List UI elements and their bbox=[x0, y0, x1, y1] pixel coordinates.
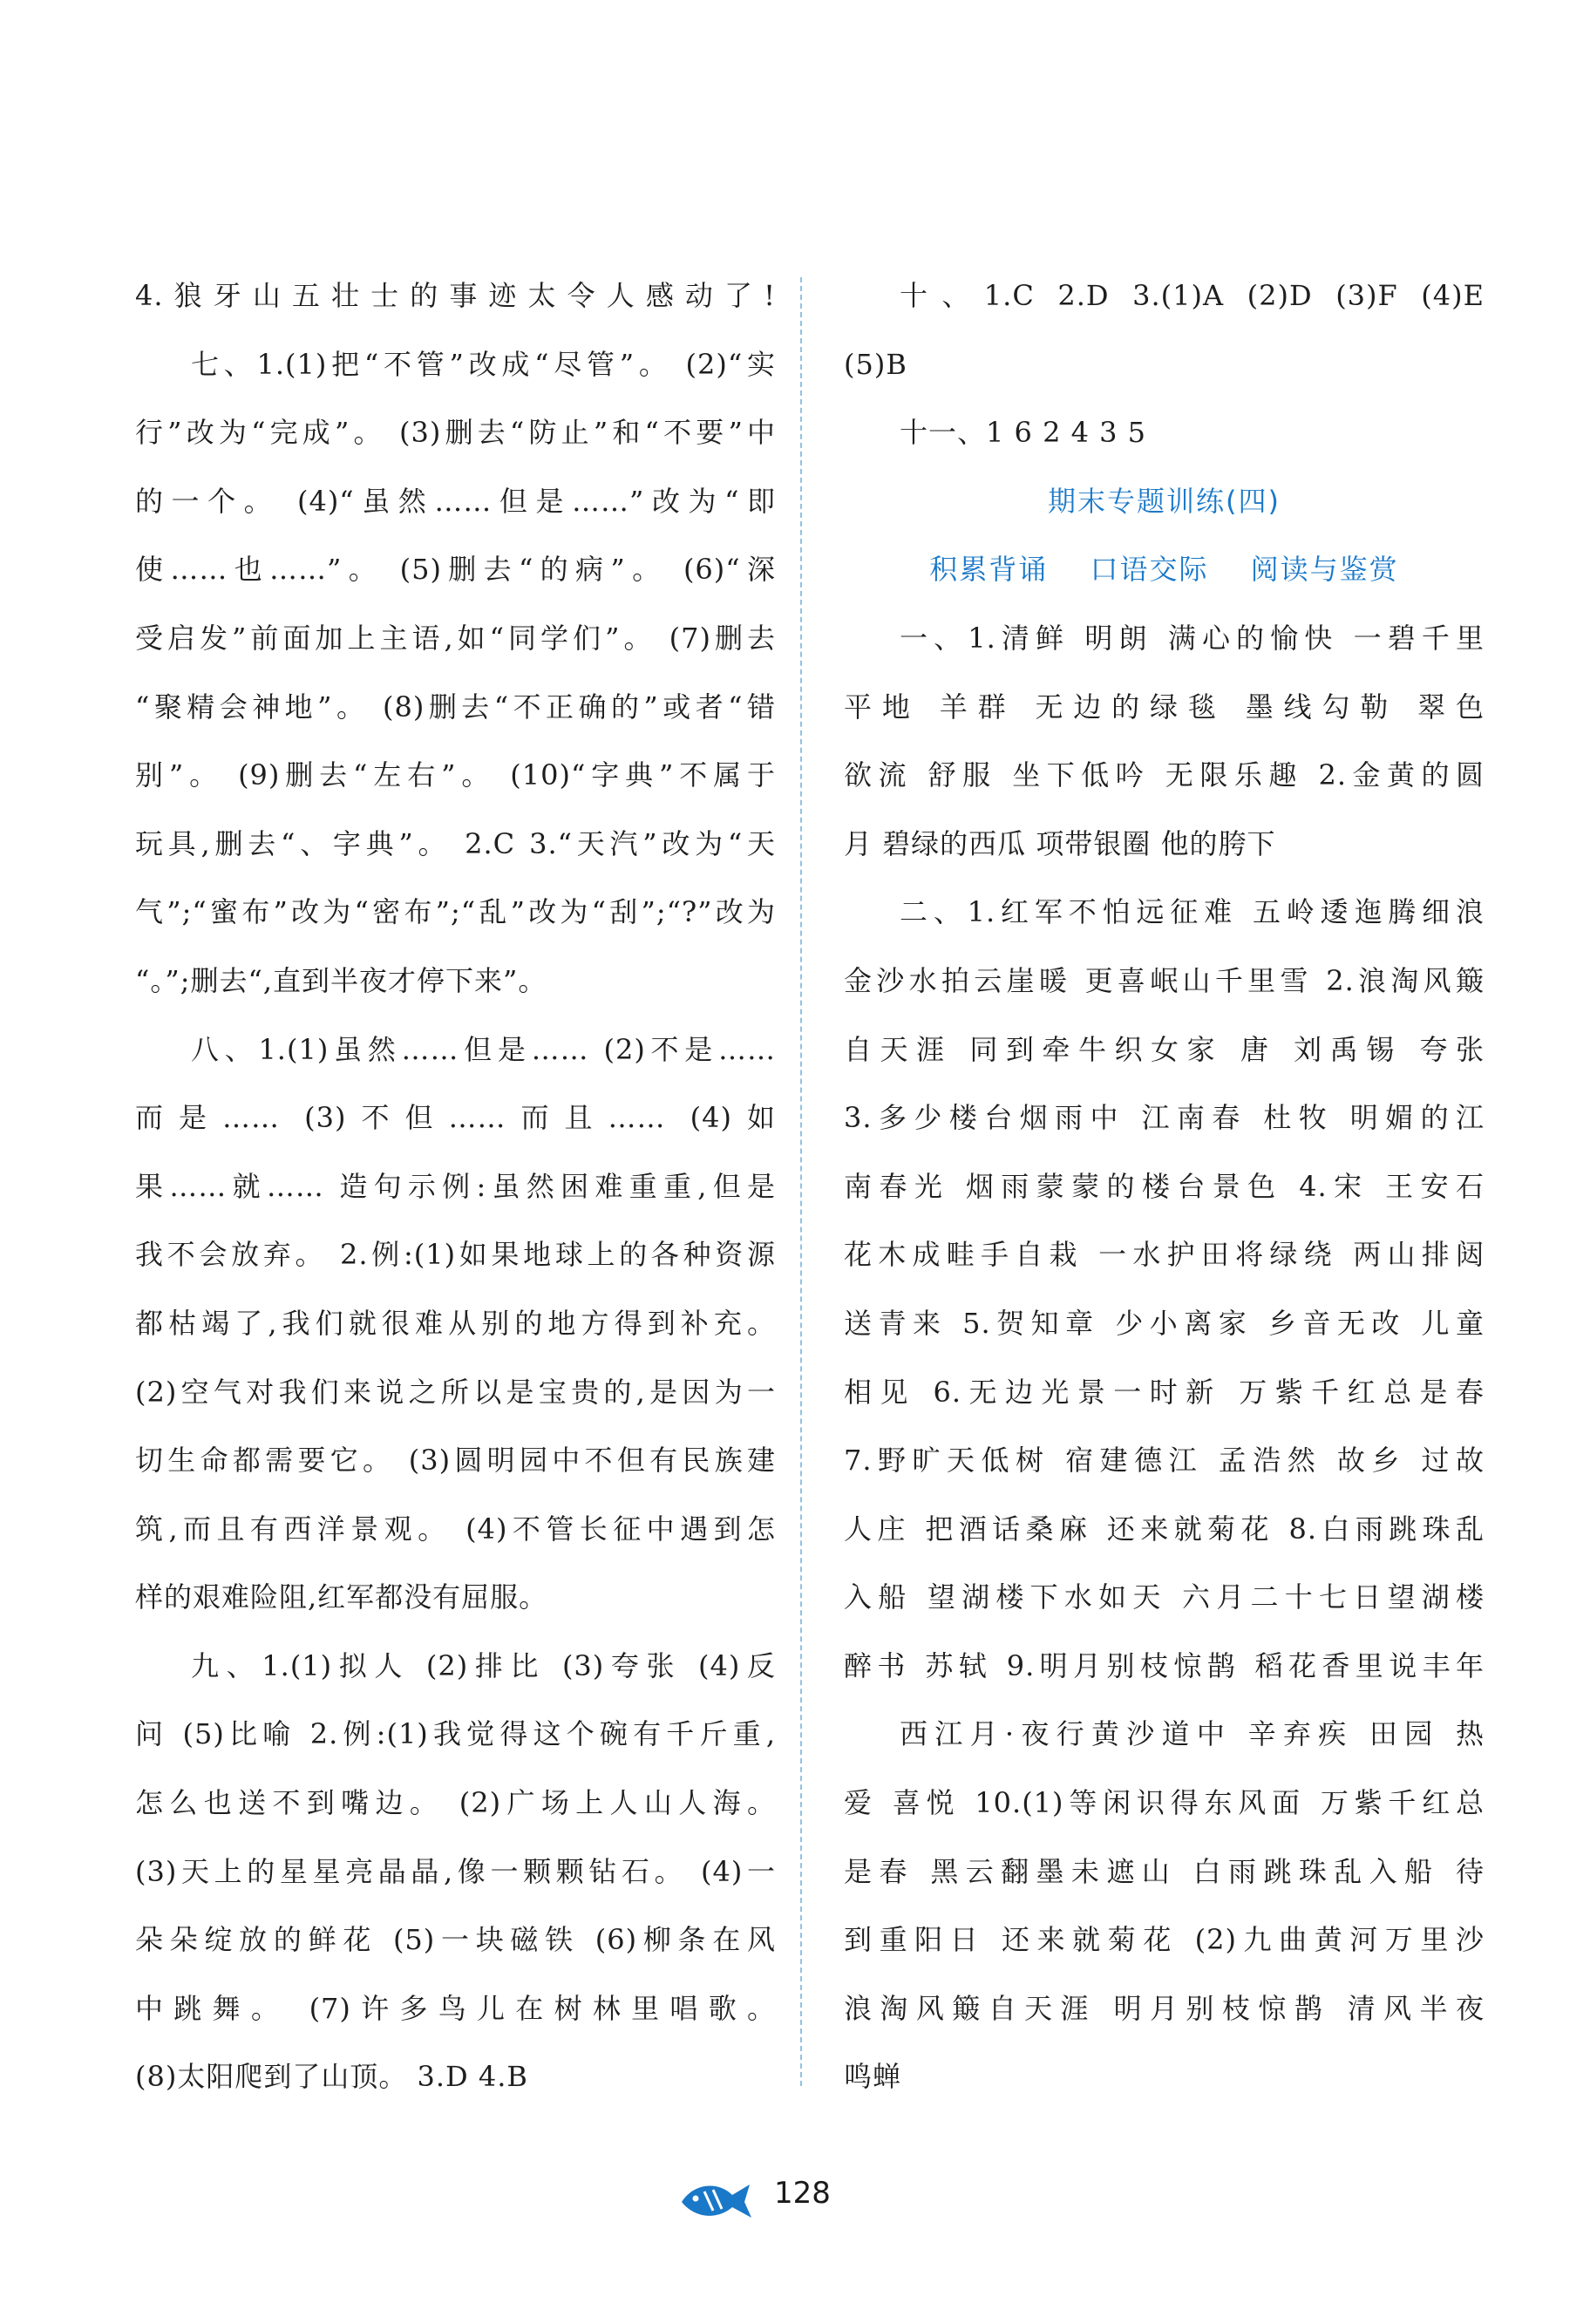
answer-line: 南春光 烟雨蒙蒙的楼台景色 4.宋 王安石 bbox=[844, 1169, 1485, 1203]
answer-line: 是春 黑云翻墨未遮山 白雨跳珠乱入船 待 bbox=[844, 1854, 1485, 1888]
answer-line: 筑,而且有西洋景观。 (4)不管长征中遇到怎 bbox=[135, 1512, 776, 1546]
answer-line: 醉书 苏轼 9.明月别枝惊鹊 稻花香里说丰年 bbox=[844, 1648, 1485, 1682]
answer-line: 的一个。 (4)“虽然……但是……”改为“即 bbox=[135, 484, 776, 518]
subtitle-reading: 阅读与鉴赏 bbox=[1250, 553, 1399, 587]
answer-line: 玩具,删去“、字典”。 2.C 3.“天汽”改为“天 bbox=[135, 826, 776, 860]
answer-line: 送青来 5.贺知章 少小离家 乡音无改 儿童 bbox=[844, 1306, 1485, 1340]
subtitle-accumulate: 积累背诵 bbox=[929, 553, 1049, 587]
answer-line: 使……也……”。 (5)删去“的病”。 (6)“深 bbox=[135, 553, 776, 587]
answer-line: 切生命都需要它。 (3)圆明园中不但有民族建 bbox=[135, 1444, 776, 1478]
answer-line: 西江月·夜行黄沙道中 辛弃疾 田园 热 bbox=[900, 1717, 1485, 1751]
answer-line: 十一、1 6 2 4 3 5 bbox=[900, 416, 1147, 450]
column-divider bbox=[800, 277, 802, 2086]
answer-line: (8)太阳爬到了山顶。 3.D 4.B bbox=[135, 2060, 528, 2094]
answer-line: (5)B bbox=[844, 347, 907, 381]
answer-line: 7.野旷天低树 宿建德江 孟浩然 故乡 过故 bbox=[844, 1444, 1485, 1478]
answer-line: 九、1.(1)拟人 (2)排比 (3)夸张 (4)反 bbox=[191, 1648, 776, 1682]
answer-line: 4.狼牙山五壮士的事迹太令人感动了! bbox=[135, 279, 776, 312]
answer-line: 果……就…… 造句示例:虽然困难重重,但是 bbox=[135, 1169, 776, 1203]
answer-line: 行”改为“完成”。 (3)删去“防止”和“不要”中 bbox=[135, 416, 776, 450]
answer-line: 欲流 舒服 坐下低吟 无限乐趣 2.金黄的圆 bbox=[844, 758, 1485, 792]
section-title: 期末专题训练(四) bbox=[1048, 484, 1281, 518]
answer-line: 花木成畦手自栽 一水护田将绿绕 两山排闼 bbox=[844, 1238, 1485, 1272]
answer-line: 3.多少楼台烟雨中 江南春 杜牧 明媚的江 bbox=[844, 1101, 1485, 1135]
answer-line: 二、1.红军不怕远征难 五岭逶迤腾细浪 bbox=[900, 895, 1485, 929]
answer-line: 别”。 (9)删去“左右”。 (10)“字典”不属于 bbox=[135, 758, 776, 792]
answer-line: 气”;“蜜布”改为“密布”;“乱”改为“刮”;“?”改为 bbox=[135, 895, 776, 929]
right-column bbox=[844, 262, 1485, 2111]
answer-line: “聚精会神地”。 (8)删去“不正确的”或者“错 bbox=[135, 690, 776, 724]
answer-line: 人庄 把酒话桑麻 还来就菊花 8.白雨跳珠乱 bbox=[844, 1512, 1485, 1546]
answer-line: 怎么也送不到嘴边。 (2)广场上人山人海。 bbox=[135, 1786, 776, 1820]
subtitle-oral: 口语交际 bbox=[1090, 553, 1209, 587]
answer-line: 到重阳日 还来就菊花 (2)九曲黄河万里沙 bbox=[844, 1923, 1485, 1957]
answer-line: 十、1.C 2.D 3.(1)A (2)D (3)F (4)E bbox=[900, 279, 1485, 312]
answer-line: 平地 羊群 无边的绿毯 墨线勾勒 翠色 bbox=[844, 690, 1485, 724]
answer-line: 七、1.(1)把“不管”改成“尽管”。 (2)“实 bbox=[191, 347, 776, 381]
answer-line: 样的艰难险阻,红军都没有屈服。 bbox=[135, 1580, 548, 1614]
answer-line: 我不会放弃。 2.例:(1)如果地球上的各种资源 bbox=[135, 1238, 776, 1272]
answer-line: 问 (5)比喻 2.例:(1)我觉得这个碗有千斤重, bbox=[135, 1717, 776, 1751]
answer-line: 鸣蝉 bbox=[844, 2060, 902, 2094]
answer-line: 中跳舞。 (7)许多鸟儿在树林里唱歌。 bbox=[135, 1991, 776, 2025]
answer-line: 朵朵绽放的鲜花 (5)一块磁铁 (6)柳条在风 bbox=[135, 1923, 776, 1957]
answer-line: “。”;删去“,直到半夜才停下来”。 bbox=[135, 963, 547, 997]
answer-line: 受启发”前面加上主语,如“同学们”。 (7)删去 bbox=[135, 621, 776, 655]
answer-line: 浪淘风簸自天涯 明月别枝惊鹊 清风半夜 bbox=[844, 1991, 1485, 2025]
section-subtitles bbox=[844, 535, 1485, 604]
answer-line: 八、1.(1)虽然……但是…… (2)不是…… bbox=[191, 1032, 776, 1066]
left-column bbox=[135, 262, 776, 2111]
decorative-fish-icon bbox=[678, 2176, 757, 2225]
answer-line: 入船 望湖楼下水如天 六月二十七日望湖楼 bbox=[844, 1580, 1485, 1614]
page-number: 128 bbox=[774, 2176, 831, 2211]
answer-line: 相见 6.无边光景一时新 万紫千红总是春 bbox=[844, 1375, 1485, 1409]
answer-line: 一、1.清鲜 明朗 满心的愉快 一碧千里 bbox=[900, 621, 1485, 655]
answer-line: 自天涯 同到牵牛织女家 唐 刘禹锡 夸张 bbox=[844, 1032, 1485, 1066]
page-footer bbox=[0, 2171, 1590, 2232]
answer-line: 都枯竭了,我们就很难从别的地方得到补充。 bbox=[135, 1306, 776, 1340]
answer-line: 金沙水拍云崖暖 更喜岷山千里雪 2.浪淘风簸 bbox=[844, 963, 1485, 997]
answer-line: 爱 喜悦 10.(1)等闲识得东风面 万紫千红总 bbox=[844, 1786, 1485, 1820]
answer-line: (3)天上的星星亮晶晶,像一颗颗钻石。 (4)一 bbox=[135, 1854, 776, 1888]
answer-line: 而是…… (3)不但……而且…… (4)如 bbox=[135, 1101, 776, 1135]
answer-line: 月 碧绿的西瓜 项带银圈 他的胯下 bbox=[844, 826, 1276, 860]
answer-line: (2)空气对我们来说之所以是宝贵的,是因为一 bbox=[135, 1375, 776, 1409]
